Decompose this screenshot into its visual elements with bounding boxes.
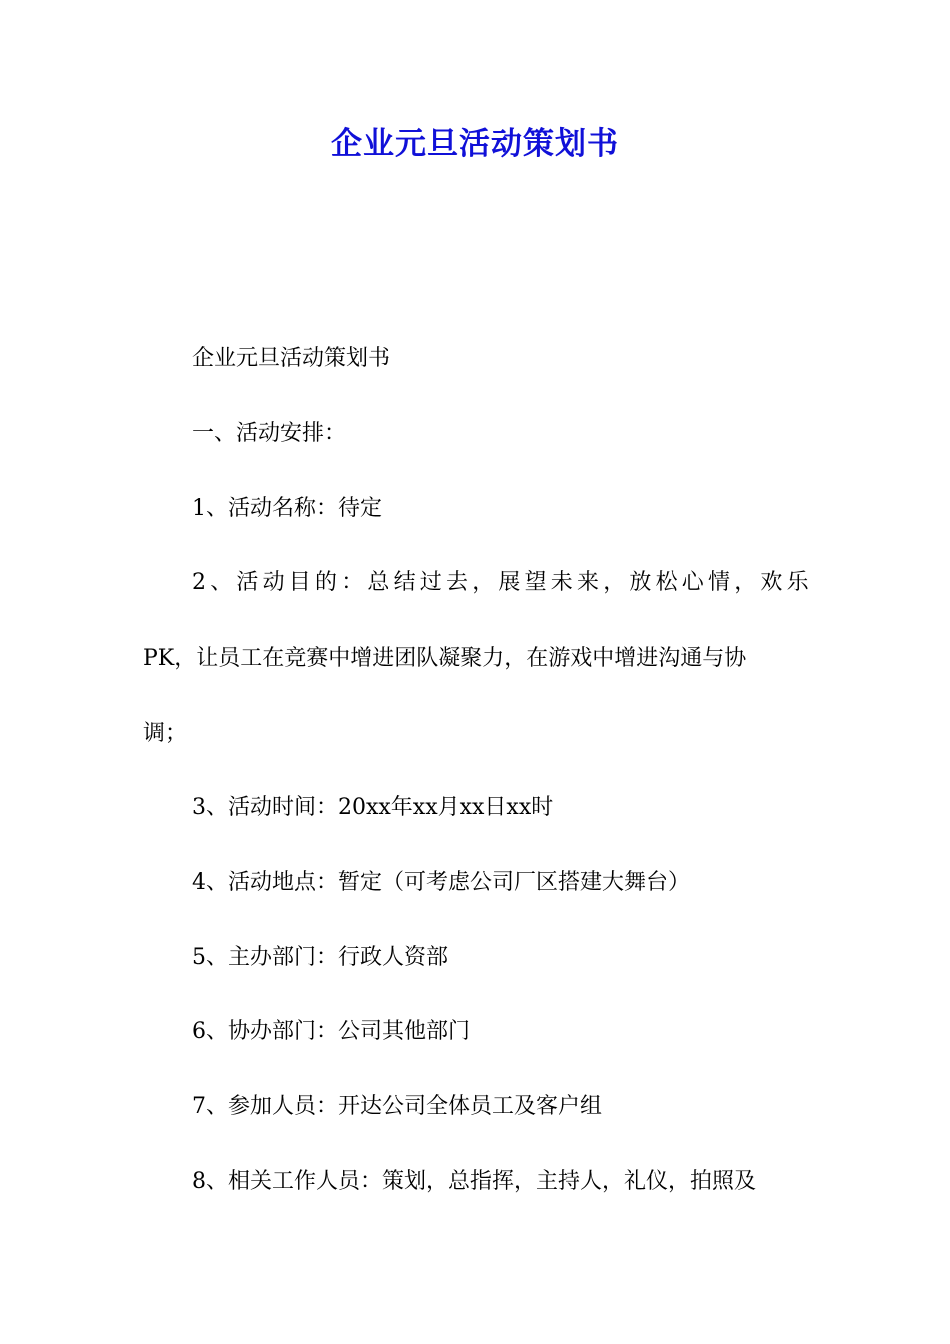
document-title: 企业元旦活动策划书 — [331, 126, 619, 162]
section-heading-activity-arrangement: 一、活动安排： — [192, 421, 347, 446]
body-heading: 企业元旦活动策划书 — [192, 346, 391, 371]
item-staff-line1: 8、相关工作人员：策划，总指挥，主持人，礼仪，拍照及 — [192, 1169, 756, 1194]
item-activity-purpose-line3: 调； — [143, 721, 188, 746]
item-activity-location: 4、活动地点：暂定（可考虑公司厂区搭建大舞台） — [192, 870, 690, 895]
item-participants: 7、参加人员：开达公司全体员工及客户组 — [192, 1094, 602, 1119]
item-activity-name: 1、活动名称：待定 — [192, 496, 382, 521]
item-host-department: 5、主办部门：行政人资部 — [192, 945, 448, 970]
item-activity-purpose-line1: 2、活动目的：总结过去，展望未来，放松心情，欢乐 — [192, 570, 813, 595]
item-activity-time: 3、活动时间：20xx年xx月xx日xx时 — [192, 795, 554, 820]
item-activity-purpose-line2: PK，让员工在竞赛中增进团队凝聚力，在游戏中增进沟通与协 — [143, 646, 747, 671]
item-co-organizer: 6、协办部门：公司其他部门 — [192, 1019, 470, 1044]
